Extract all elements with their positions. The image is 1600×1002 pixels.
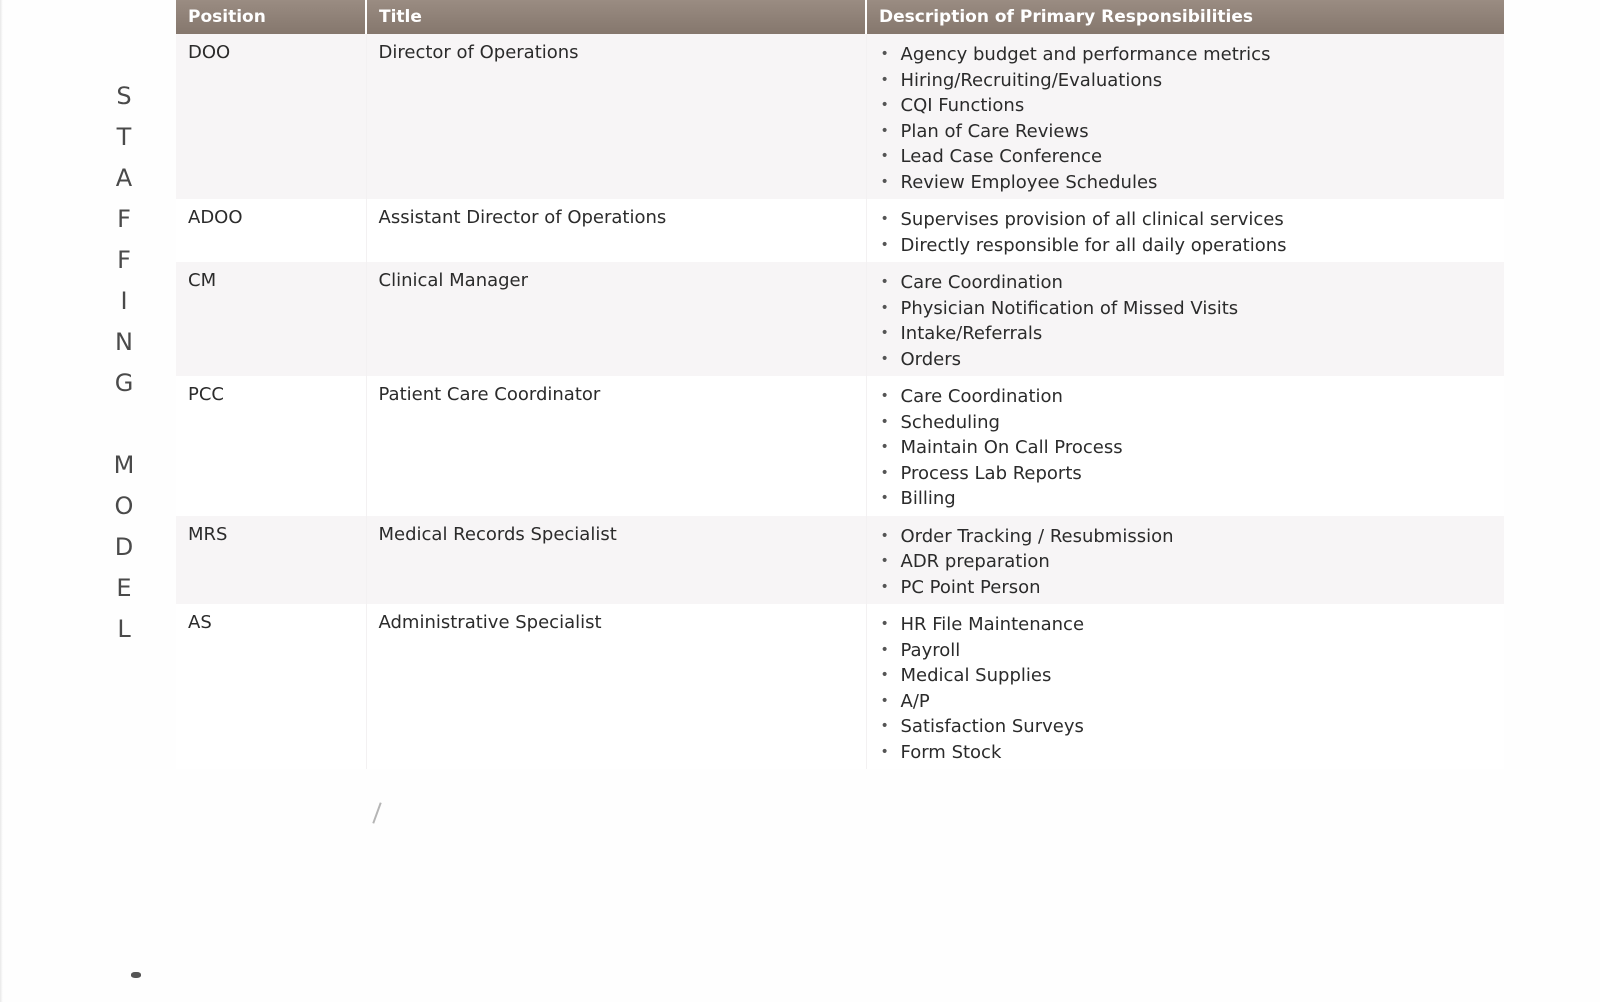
responsibility-item: • Medical Supplies (879, 663, 1493, 689)
responsibility-item: • Maintain On Call Process (879, 435, 1493, 461)
responsibilities-cell (866, 376, 1504, 516)
position-cell: DOO (176, 34, 366, 199)
title-letter: A (115, 164, 133, 192)
table-header (176, 0, 1504, 34)
responsibility-item: • Lead Case Conference (879, 144, 1493, 170)
responsibility-item: • Plan of Care Reviews (879, 119, 1493, 145)
position-cell: CM (176, 262, 366, 376)
table-row (176, 516, 1504, 605)
title-word-gap (104, 404, 144, 445)
responsibilities-cell (866, 34, 1504, 199)
responsibility-item: • PC Point Person (879, 575, 1493, 601)
responsibility-list (879, 524, 1493, 601)
responsibility-list (879, 207, 1493, 258)
header-row (176, 0, 1504, 34)
title-letter: N (115, 328, 133, 356)
responsibility-item: • Form Stock (879, 740, 1493, 766)
table-row (176, 376, 1504, 516)
title-letter: F (117, 205, 131, 233)
table-row (176, 604, 1504, 769)
responsibility-item: • Hiring/Recruiting/Evaluations (879, 68, 1493, 94)
table-row (176, 262, 1504, 376)
table-row (176, 199, 1504, 262)
responsibility-item: • Billing (879, 486, 1493, 512)
header-title: Title (366, 0, 866, 34)
responsibility-item: • Directly responsible for all daily operations (879, 233, 1493, 259)
responsibility-item: • ADR preparation (879, 549, 1493, 575)
responsibility-item: • Payroll (879, 638, 1493, 664)
title-cell: Medical Records Specialist (366, 516, 866, 605)
table-row (176, 34, 1504, 199)
title-letter: M (113, 451, 135, 479)
title-letter: O (114, 492, 134, 520)
title-cell: Director of Operations (366, 34, 866, 199)
responsibility-item: • Supervises provision of all clinical services (879, 207, 1493, 233)
staffing-table (176, 0, 1504, 769)
position-cell: ADOO (176, 199, 366, 262)
responsibility-list (879, 42, 1493, 195)
pencil-stroke-mark (372, 802, 381, 823)
title-letter: G (114, 369, 134, 397)
title-letter: S (116, 82, 132, 110)
position-cell: PCC (176, 376, 366, 516)
table-body (176, 34, 1504, 769)
responsibility-item: • A/P (879, 689, 1493, 715)
responsibility-item: • Review Employee Schedules (879, 170, 1493, 196)
title-letter: D (114, 533, 134, 561)
responsibility-item: • Care Coordination (879, 270, 1493, 296)
title-letter: I (120, 287, 128, 315)
title-letter: E (116, 574, 132, 602)
position-cell: MRS (176, 516, 366, 605)
responsibility-item: • Agency budget and performance metrics (879, 42, 1493, 68)
staffing-model-vertical-title (104, 76, 144, 650)
responsibility-item: • HR File Maintenance (879, 612, 1493, 638)
responsibilities-cell (866, 516, 1504, 605)
responsibility-item: • Care Coordination (879, 384, 1493, 410)
responsibilities-cell (866, 199, 1504, 262)
responsibility-item: • Physician Notification of Missed Visits (879, 296, 1493, 322)
responsibility-item: • CQI Functions (879, 93, 1493, 119)
responsibility-item: • Scheduling (879, 410, 1493, 436)
title-cell: Clinical Manager (366, 262, 866, 376)
position-cell: AS (176, 604, 366, 769)
responsibility-item: • Intake/Referrals (879, 321, 1493, 347)
title-letter: L (117, 615, 131, 643)
responsibilities-cell (866, 262, 1504, 376)
title-cell: Patient Care Coordinator (366, 376, 866, 516)
header-position: Position (176, 0, 366, 34)
responsibility-list (879, 384, 1493, 512)
title-cell: Administrative Specialist (366, 604, 866, 769)
title-letter: T (116, 123, 132, 151)
responsibility-item: • Order Tracking / Resubmission (879, 524, 1493, 550)
header-description: Description of Primary Responsibilities (866, 0, 1504, 34)
responsibilities-cell (866, 604, 1504, 769)
responsibility-list (879, 270, 1493, 372)
page-edge-shadow (0, 0, 3, 1002)
scan-speck (131, 972, 141, 978)
responsibility-list (879, 612, 1493, 765)
responsibility-item: • Orders (879, 347, 1493, 373)
responsibility-item: • Satisfaction Surveys (879, 714, 1493, 740)
title-cell: Assistant Director of Operations (366, 199, 866, 262)
responsibility-item: • Process Lab Reports (879, 461, 1493, 487)
title-letter: F (117, 246, 131, 274)
